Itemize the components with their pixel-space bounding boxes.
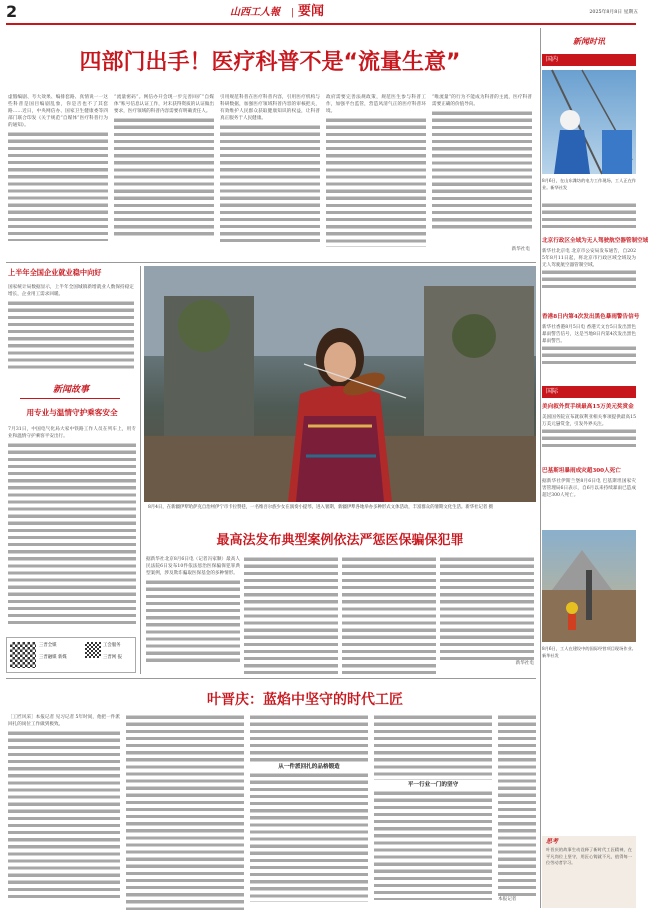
divider-bottom — [6, 678, 536, 679]
main-story-byline: 新华社电 — [511, 247, 530, 252]
header-rule — [6, 23, 636, 25]
sidebar-news-1-title: 北京行政区全域为无人驾驶航空器管制空域 — [542, 238, 648, 244]
main-story-col2: “流量密码”。网信办开会现一步完善回扩“自媒体”账号信息认证工作，对未获得资质的认证做出要求，医疗领域的科普内容需要有明确责任人。 — [114, 94, 214, 258]
bottom-subhead-1: 从一件派回扎的品格锻造 — [278, 764, 340, 770]
commentary-rule — [20, 398, 120, 399]
commentary-label: 新闻故事 — [52, 385, 89, 395]
feature-photo — [144, 266, 536, 502]
sidebar-news-3-title: 美向叙外贸手续最高15万美元奖赏金 — [542, 404, 634, 410]
qr-code-icon — [85, 642, 101, 658]
sidebar — [542, 28, 648, 910]
worker-photo-icon — [542, 70, 636, 174]
bottom-story-byline: 本报记者 — [498, 897, 517, 902]
sidebar-photo-1-text — [542, 202, 636, 232]
sidebar-photo-2-caption: 8月6日，工人在建设中的国际经营项目现场作业。新华社发 — [542, 646, 636, 658]
construction-photo-icon — [542, 530, 636, 642]
mid-headline: 最高法发布典型案例依法严惩医保骗保犯罪 — [216, 533, 464, 548]
commentary-headline: 用专业与温情守护乘客安全 — [26, 408, 118, 417]
promo-box — [6, 637, 136, 673]
bottom-story-col1: ［工匠风采］本报记者 见习记者 5年时间，他把一件派回扎的岗位工作做到极致。 — [8, 714, 120, 910]
sidebar-news-1-body: 新华社北京电 北京市公安局发布通告，自2025年8月11日起，将北京市行政区域全域设为无人驾驶航空器管制空域。 — [542, 248, 636, 306]
bottom-story-col2 — [126, 714, 244, 910]
sidebar-domestic-label: 国内 — [546, 56, 559, 63]
sidebar-label: 新闻时讯 — [573, 36, 605, 46]
sidebar-news-4-body: 据新华社伊斯兰堡8月6日电 巴基斯坦国家灾害管理局6日表示，自6月以来持续暴雨已造成超过300人死亡。 — [542, 479, 636, 499]
left-top-headline: 上半年全国企业就业稳中向好 — [8, 268, 102, 277]
main-story-col4: 政府需要完善法规政策，规范医生参与科普工作，加强平台监管，营造风清气正的医疗科普环境。 — [326, 94, 426, 258]
thinking-box — [542, 836, 636, 908]
mid-story-col3 — [342, 556, 436, 674]
sidebar-domestic-tag — [542, 54, 636, 66]
promo-item: 三晋网 报 — [103, 655, 122, 660]
promo-item: 工会服务 — [103, 643, 121, 648]
mid-story-byline: 新华社电 — [515, 661, 534, 666]
date-line: 2025年8月8日 星期五 — [589, 10, 638, 15]
thinking-label: 思考 — [546, 838, 559, 845]
divider-sidebar — [540, 28, 541, 908]
bottom-story-col5 — [498, 714, 536, 910]
main-story-col1: 虚假编剧、夸大效果、编排套路、真情说一一这些科普是国目编剧乱象，你是否也不了其套路……近日，中央网信办、国家卫生健康委等四部门联合印发《关于规范“自媒体”医疗科普行为的通知》。 — [8, 94, 108, 258]
divider-left — [140, 266, 141, 674]
sidebar-news-2-body: 新华社香港8月5日电 香港天文台5日发出黑色暴雨警告信号，这是当地8日内第4次发出黑色暴雨警告。 — [542, 324, 636, 382]
divider-main — [6, 262, 536, 263]
main-story-col5: “唯流量”的行为不能成为科普的主流，医疗科普需要正确的价值导向。 — [432, 94, 532, 254]
mid-story-col4 — [440, 556, 534, 674]
sidebar-news-4-title: 巴基斯坦暴雨成灾超300人死亡 — [542, 468, 621, 474]
photo-scene-icon — [144, 266, 536, 502]
mid-story-col1: 据新华社北京8月6日电（记者冯家顺）最高人民法院6日发布10件依法惩治医保骗保犯罪典型案例，涉及欺诈骗取医保基金的多种情形。 — [146, 556, 240, 674]
bottom-headline: 叶晋庆：蓝焰中坚守的时代工匠 — [207, 692, 403, 708]
promo-item: 三晋融媒 新媒 — [39, 655, 67, 660]
masthead-logo: 山西工人報 — [230, 7, 280, 18]
bottom-subhead-2: 平一行业一门的坚守 — [407, 782, 459, 788]
mid-story-col2 — [244, 556, 338, 674]
main-headline: 四部门出手！医疗科普不是“流量生意” — [79, 50, 461, 75]
sidebar-intl-label: 国际 — [546, 388, 559, 395]
sidebar-photo-1 — [542, 70, 636, 174]
sidebar-news-2-title: 香港8日内第4次发出黑色暴雨警告信号 — [542, 314, 640, 320]
main-story-col3: 引用规范科普在医疗科普内容，引用医疗机构与科研数据，加强医疗领域科普内容的审核把关，有效维护人民群众获取健康知识的权益，让科普真正服务于人民健康。 — [220, 94, 320, 258]
promo-item: 三晋全媒 — [39, 643, 57, 648]
sidebar-photo-1-caption: 8月6日，在山东潍坊的电力工作现场，工人正在作业。新华社发 — [542, 178, 636, 190]
sidebar-intl-tag — [542, 386, 636, 398]
sidebar-photo-2 — [542, 530, 636, 642]
qr-code-icon — [10, 642, 36, 668]
thinking-body: 叶晋庆的故事生动诠释了新时代工匠精神，在平凡岗位上坚守，用匠心铸就不凡，值得每一位劳动者学习。 — [546, 847, 632, 866]
separator-icon: | — [291, 8, 295, 18]
section-label: 要闻 — [298, 4, 325, 19]
bottom-story-col3 — [250, 714, 368, 910]
commentary-body: 7月31日，中国电气化局大家中铁路工作人员在列车上，用专业和温情守护乘客平安出行。 — [8, 426, 136, 634]
photo-caption: 8月4日，在新疆伊犁哈萨克自治州伊宁市卡拉赞巷，一名维吾尔族少女在演奏小提琴。进入暑期，新疆伊犁各地举办多种形式文体活动，丰富群众的暑期文化生活。新华社记者 摄 — [148, 505, 494, 510]
bottom-story-col4 — [374, 714, 492, 910]
left-top-body: 国家统计局数据显示，上半年全国城镇新增就业人数保持稳定增长，企业用工需求回暖。 — [8, 284, 134, 380]
page-number: 2 — [6, 2, 18, 21]
sidebar-news-3-body: 美国国务院宣布就叙利亚相关事项提供最高15万美元悬赏金，引发外界关注。 — [542, 414, 636, 462]
